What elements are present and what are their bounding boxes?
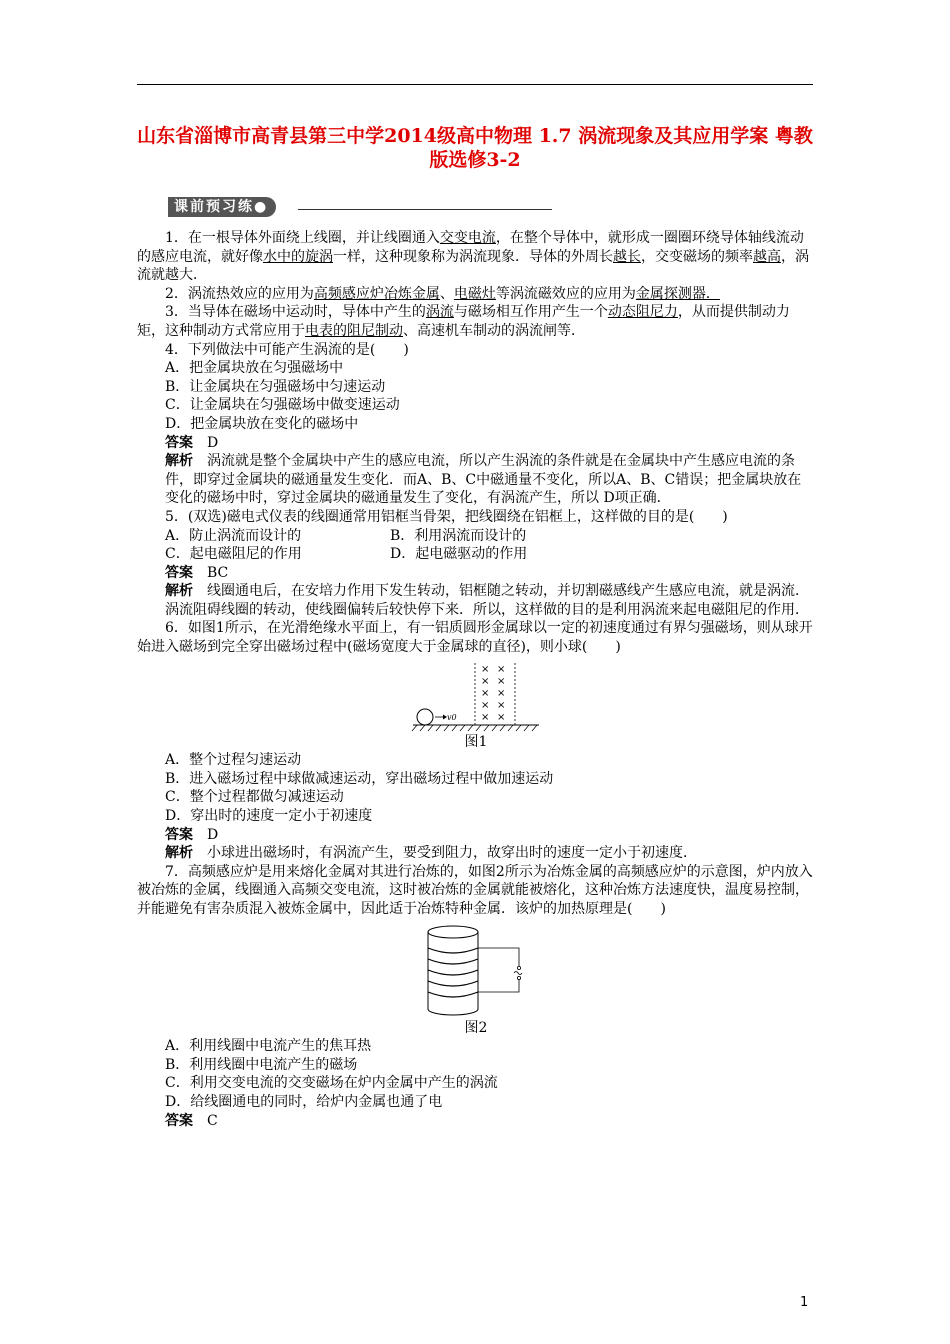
answer-blank: 电磁灶 xyxy=(453,285,496,302)
header-rule xyxy=(137,84,813,85)
question-2: 2．涡流热效应的应用为高频感应炉冶炼金属、电磁灶等涡流磁效应的应用为金属探测器． xyxy=(165,285,720,302)
answer-blank: 动态阻尼力 xyxy=(607,304,678,321)
option-c: C．整个过程都做匀减速运动 xyxy=(165,789,344,806)
svg-text:×: × xyxy=(481,711,490,723)
option-a: A．防止涡流而设计的 xyxy=(165,527,302,544)
velocity-label: v0 xyxy=(447,712,457,722)
option-c: C．让金属块在匀强磁场中做变速运动 xyxy=(165,397,400,414)
option-b: B．利用线圈中电流产生的磁场 xyxy=(165,1056,358,1073)
option-d: D．给线圈通电的同时，给炉内金属也通了电 xyxy=(165,1093,443,1110)
svg-text:×: × xyxy=(481,699,490,711)
option-d: D．把金属块放在变化的磁场中 xyxy=(165,415,359,432)
lead-wire-top xyxy=(478,948,519,967)
answer-line: 答案 C xyxy=(165,1112,218,1129)
svg-text:×: × xyxy=(497,699,506,711)
analysis-line: 解析 线圈通电后，在安培力作用下发生转动，铝框随之转动，并切割磁感线产生感应电流，就是涡流．涡流阻碍线圈的转动，使线圈偏转后较快停下来．所以，这样做的目的是利用涡流来起电磁阻尼的作用． xyxy=(165,583,809,618)
answer-line: 答案 D xyxy=(165,826,219,843)
page-number: 1 xyxy=(800,1295,809,1310)
document-title: 山东省淄博市高青县第三中学2014级高中物理 1.7 涡流现象及其应用学案 粤教版选修3-2 xyxy=(137,125,813,171)
option-c: C．利用交变电流的交变磁场在炉内金属中产生的涡流 xyxy=(165,1075,498,1092)
section-label: 课前预习练● xyxy=(168,197,276,217)
question-3: 3．当导体在磁场中运动时，导体中产生的涡流与磁场相互作用产生一个动态阻尼力，从而提供制动力矩，这种制动方式常应用于电表的阻尼制动、高速机车制动的涡流闸等． xyxy=(137,304,790,339)
svg-text:×: × xyxy=(481,675,490,687)
svg-text:×: × xyxy=(481,663,490,675)
svg-text:×: × xyxy=(497,663,506,675)
option-a: A．把金属块放在匀强磁场中 xyxy=(165,360,344,377)
options-row xyxy=(137,545,815,564)
option-d: D．穿出时的速度一定小于初速度 xyxy=(165,808,373,825)
document-body xyxy=(137,229,815,1130)
answer-line: 答案 D xyxy=(165,434,219,451)
answer-blank: 越长 xyxy=(613,248,641,265)
figure-2-diagram xyxy=(421,923,531,1019)
option-d: D．起电磁驱动的作用 xyxy=(390,546,528,563)
ac-source-icon xyxy=(514,971,522,974)
option-b: B．利用涡流而设计的 xyxy=(390,527,527,544)
answer-blank: 高频感应炉冶炼金属 xyxy=(313,285,440,302)
question-4-stem: 4．下列做法中可能产生涡流的是( ) xyxy=(165,341,409,358)
figure-1-diagram xyxy=(411,661,541,733)
section-header xyxy=(168,197,552,219)
metal-ball xyxy=(417,709,433,725)
answer-line: 答案 BC xyxy=(165,564,229,581)
option-a: A．利用线圈中电流产生的焦耳热 xyxy=(165,1038,372,1055)
answer-blank: 金属探测器． xyxy=(635,285,720,302)
analysis-line: 解析 小球进出磁场时，有涡流产生，要受到阻力，故穿出时的速度一定小于初速度． xyxy=(165,845,697,862)
magnetic-field-marks xyxy=(481,664,505,723)
figure-1-caption: 图1 xyxy=(464,733,488,750)
question-7-stem: 7．高频感应炉是用来熔化金属对其进行冶炼的，如图2所示为冶炼金属的高频感应炉的示意图，炉内放入被冶炼的金属，线圈通入高频交变电流，这时被冶炼的金属就能被熔化，这种冶炼方法速度快，温度易控制，并能避免有害杂质混入被炼金属中，因此适于冶炼特种金属．该炉的加热原理是( ) xyxy=(137,863,813,917)
question-1: 1．在一根导体外面绕上线圈，并让线圈通入交变电流，在整个导体中，就形成一圈圈环绕导体轴线流动的感应电流，就好像水中的旋涡一样，这种现象称为涡流现象．导体的外周长越长，交变磁场的频率越高，涡流就越大． xyxy=(137,230,809,284)
question-6-stem: 6．如图1所示，在光滑绝缘水平面上，有一铝质圆形金属球以一定的初速度通过有界匀强磁场，则从球开始进入磁场到完全穿出磁场过程中(磁场宽度大于金属球的直径)，则小球( ) xyxy=(137,620,813,656)
svg-text:×: × xyxy=(497,687,506,699)
options-row xyxy=(137,527,815,546)
answer-blank: 越高 xyxy=(753,248,781,265)
answer-blank: 电表的阻尼制动 xyxy=(305,322,403,339)
lead-wire-bottom xyxy=(478,979,519,992)
option-c: C．起电磁阻尼的作用 xyxy=(165,546,302,563)
answer-blank: 水中的旋涡 xyxy=(263,248,333,265)
svg-text:×: × xyxy=(481,687,490,699)
answer-blank: 交变电流 xyxy=(439,230,496,246)
answer-blank: 涡流 xyxy=(425,304,454,321)
question-5-stem: 5．(双选)磁电式仪表的线圈通常用铝框当骨架，把线圈绕在铝框上，这样做的目的是( ) xyxy=(165,508,728,525)
svg-text:×: × xyxy=(497,675,506,687)
option-a: A．整个过程匀速运动 xyxy=(165,752,302,769)
figure-2-caption: 图2 xyxy=(464,1019,488,1036)
coil-windings xyxy=(428,948,478,997)
option-b: B．进入磁场过程中球做减速运动，穿出磁场过程中做加速运动 xyxy=(165,770,554,787)
analysis-line: 解析 涡流就是整个金属块中产生的感应电流，所以产生涡流的条件就是在金属块中产生感应电流的条件，即穿过金属块的磁通量发生变化．而A、B、C中磁通量不变化，所以A、B、C错误；把金属块放在变化的磁场中时，穿过金属块的磁通量发生了变化，有涡流产生，所以 D项正确． xyxy=(165,453,802,507)
option-b: B．让金属块在匀强磁场中匀速运动 xyxy=(165,378,386,395)
section-rule xyxy=(298,209,552,210)
svg-text:×: × xyxy=(497,711,506,723)
